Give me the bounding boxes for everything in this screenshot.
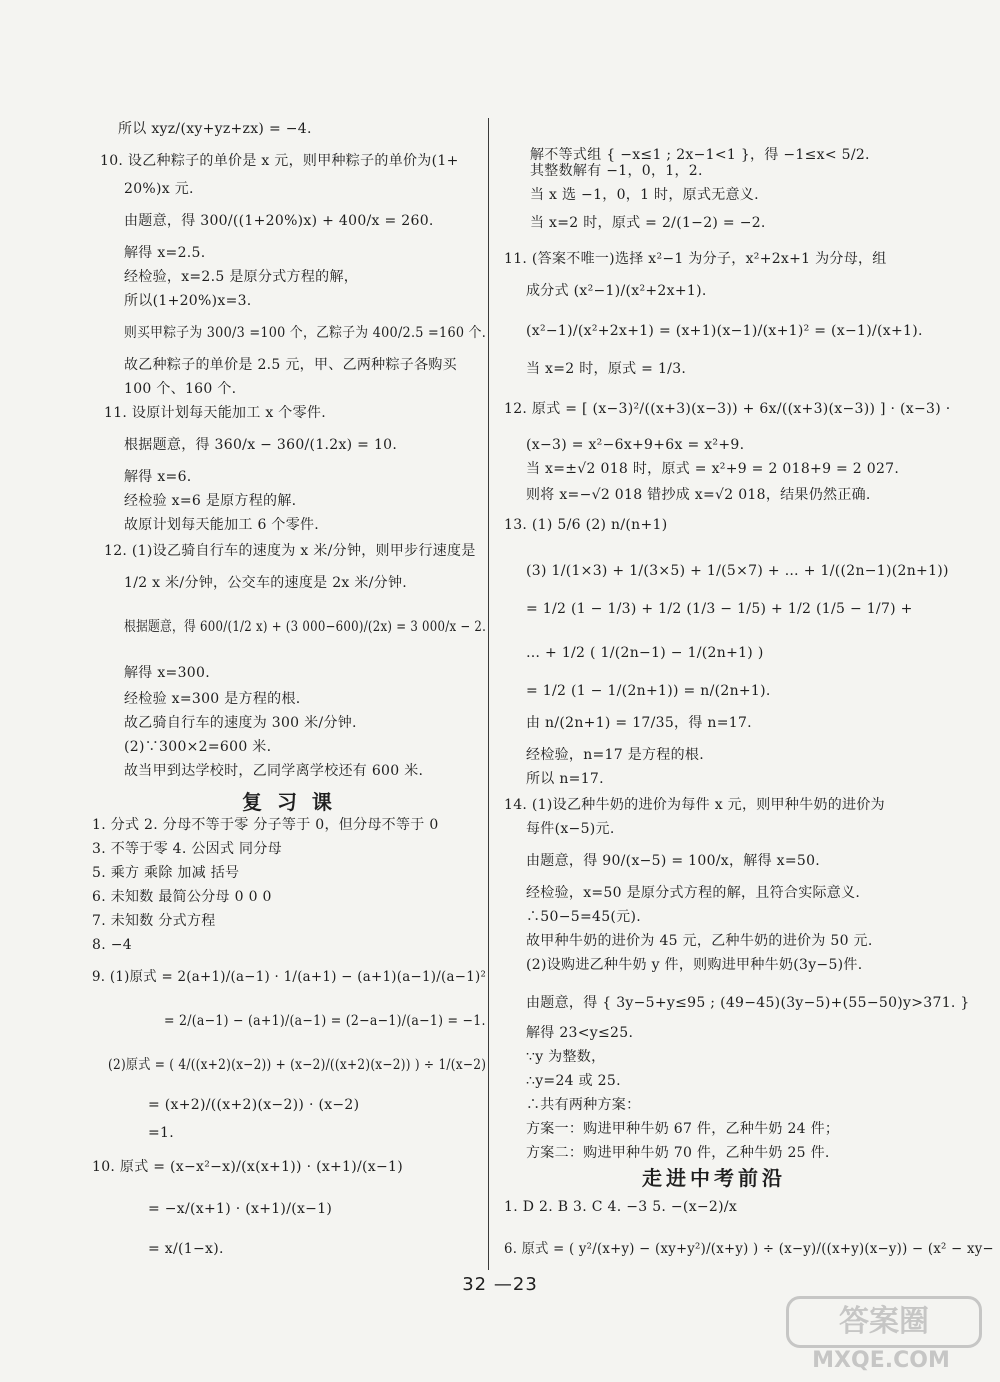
text-line: =1. (148, 1125, 174, 1141)
section-heading-exam-frontier: 走进中考前沿 (642, 1166, 786, 1190)
text-line: 1. D 2. B 3. C 4. −3 5. −(x−2)/x (504, 1199, 738, 1215)
text-line: 当 x=2 时，原式 = 2/(1−2) = −2. (530, 215, 766, 231)
text-line: (x−3) = x²−6x+9+6x = x²+9. (526, 437, 745, 453)
text-line: 解得 x=6. (124, 469, 192, 485)
text-line: = 1/2 (1 − 1/(2n+1)) = n/(2n+1). (526, 683, 771, 699)
text-line: 方案一：购进甲种牛奶 67 件，乙种牛奶 24 件； (526, 1121, 840, 1137)
text-line: 经检验，n=17 是方程的根. (526, 747, 704, 763)
text-line: 1. 分式 2. 分母不等于零 分子等于 0，但分母不等于 0 (92, 817, 439, 833)
text-line: 所以 xyz/(xy+yz+zx) = −4. (118, 121, 312, 137)
text-line: ∴共有两种方案： (526, 1097, 641, 1113)
text-line: 其整数解有 −1，0，1，2. (530, 163, 703, 179)
text-line: (2)原式 = ( 4/((x+2)(x−2)) + (x−2)/((x+2)(x−2)) ) ÷ 1/(x−2) (108, 1057, 487, 1073)
text-line: 12. 原式 = [ (x−3)²/((x+3)(x−3)) + 6x/((x+3)(x−3)) ] · (x−3) · (504, 401, 951, 417)
text-line: = 1/2 (1 − 1/3) + 1/2 (1/3 − 1/5) + 1/2 (1/5 − 1/7) + (526, 601, 913, 617)
text-line: 故乙骑自行车的速度为 300 米/分钟. (124, 715, 357, 731)
text-line: = x/(1−x). (148, 1241, 224, 1257)
text-line: 故当甲到达学校时，乙同学离学校还有 600 米. (124, 763, 424, 779)
text-line: 3. 不等于零 4. 公因式 同分母 (92, 841, 282, 857)
text-line: 11. 设原计划每天能加工 x 个零件. (104, 405, 326, 421)
text-line: 5. 乘方 乘除 加减 括号 (92, 865, 240, 881)
text-line: 由题意，得 90/(x−5) = 100/x，解得 x=50. (526, 853, 821, 869)
text-line: 故乙种粽子的单价是 2.5 元，甲、乙两种粽子各购买 (124, 357, 457, 373)
text-line: 100 个、160 个. (124, 381, 237, 397)
text-line: 当 x 选 −1，0，1 时，原式无意义. (530, 187, 759, 203)
text-line: 根据题意，得 600/(1/2 x) + (3 000−600)/(2x) = 3 000/x − 2. (124, 619, 487, 635)
column-divider (488, 118, 489, 1270)
text-line: ∴50−5=45(元). (526, 909, 641, 925)
text-line: 解不等式组 { −x≤1 ; 2x−1<1 }，得 −1≤x< 5/2. (530, 147, 870, 163)
text-line: = 2/(a−1) − (a+1)/(a−1) = (2−a−1)/(a−1) = −1. (164, 1013, 486, 1029)
page-number: 32 —23 (462, 1274, 538, 1295)
text-line: (x²−1)/(x²+2x+1) = (x+1)(x−1)/(x+1)² = (x−1)/(x+1). (526, 323, 923, 339)
text-line: 由 n/(2n+1) = 17/35，得 n=17. (526, 715, 752, 731)
text-line: 14. (1)设乙种牛奶的进价为每件 x 元，则甲种牛奶的进价为 (504, 797, 885, 813)
text-line: 20%)x 元. (124, 181, 194, 197)
text-line: 故原计划每天能加工 6 个零件. (124, 517, 320, 533)
text-line: (2)∵300×2=600 米. (124, 739, 272, 755)
text-line: 所以 n=17. (526, 771, 604, 787)
text-line: … + 1/2 ( 1/(2n−1) − 1/(2n+1) ) (526, 645, 764, 661)
text-line: 经检验 x=300 是方程的根. (124, 691, 301, 707)
text-line: 解得 x=300. (124, 665, 210, 681)
text-line: 成分式 (x²−1)/(x²+2x+1). (526, 283, 707, 299)
watermark-logo: 答案圈 (786, 1296, 982, 1348)
text-line: 则买甲粽子为 300/3 =100 个，乙粽子为 400/2.5 =160 个. (124, 325, 487, 341)
text-line: 10. 原式 = (x−x²−x)/(x(x+1)) · (x+1)/(x−1) (92, 1159, 404, 1175)
watermark (786, 1296, 976, 1374)
text-line: 当 x=2 时，原式 = 1/3. (526, 361, 687, 377)
text-line: 则将 x=−√2 018 错抄成 x=√2 018，结果仍然正确. (526, 487, 871, 503)
text-line: 故甲种牛奶的进价为 45 元，乙种牛奶的进价为 50 元. (526, 933, 873, 949)
text-line: 由题意，得 300/((1+20%)x) + 400/x = 260. (124, 213, 434, 229)
text-line: 方案二：购进甲种牛奶 70 件，乙种牛奶 25 件. (526, 1145, 830, 1161)
text-line: = −x/(x+1) · (x+1)/(x−1) (148, 1201, 333, 1217)
text-line: 7. 未知数 分式方程 (92, 913, 216, 929)
text-line: 6. 未知数 最简公分母 0 0 0 (92, 889, 272, 905)
text-line: 解得 x=2.5. (124, 245, 206, 261)
watermark-site: MXQE.COM (812, 1348, 950, 1373)
text-line: (2)设购进乙种牛奶 y 件，则购进甲种牛奶(3y−5)件. (526, 957, 863, 973)
text-line: 13. (1) 5/6 (2) n/(n+1) (504, 517, 668, 533)
text-line: 12. (1)设乙骑自行车的速度为 x 米/分钟，则甲步行速度是 (104, 543, 476, 559)
text-line: (3) 1/(1×3) + 1/(3×5) + 1/(5×7) + … + 1/((2n−1)(2n+1)) (526, 563, 949, 579)
text-line: 解得 23<y≤25. (526, 1025, 634, 1041)
text-line: ∵y 为整数， (526, 1049, 606, 1065)
text-line: 1/2 x 米/分钟，公交车的速度是 2x 米/分钟. (124, 575, 408, 591)
text-line: 8. −4 (92, 937, 132, 953)
text-line: 由题意，得 { 3y−5+y≤95 ; (49−45)(3y−5)+(55−50)y>371. } (526, 995, 970, 1011)
text-line: 经检验，x=50 是原分式方程的解，且符合实际意义. (526, 885, 861, 901)
text-line: ∴y=24 或 25. (526, 1073, 621, 1089)
text-line: = (x+2)/((x+2)(x−2)) · (x−2) (148, 1097, 360, 1113)
section-heading-review: 复 习 课 (242, 790, 336, 814)
text-line: 当 x=±√2 018 时，原式 = x²+9 = 2 018+9 = 2 027. (526, 461, 900, 477)
text-line: 所以(1+20%)x=3. (124, 293, 252, 309)
text-line: 根据题意，得 360/x − 360/(1.2x) = 10. (124, 437, 398, 453)
text-line: 6. 原式 = ( y²/(x+y) − (xy+y²)/(x+y) ) ÷ (x−y)/((x+y)(x−y)) − (x² − xy− (504, 1241, 994, 1257)
text-line: 10. 设乙种粽子的单价是 x 元，则甲种粽子的单价为(1+ (100, 153, 459, 169)
text-line: 每件(x−5)元. (526, 821, 615, 837)
text-line: 9. (1)原式 = 2(a+1)/(a−1) · 1/(a+1) − (a+1)(a−1)/(a−1)² (92, 969, 487, 985)
text-line: 经检验 x=6 是原方程的解. (124, 493, 297, 509)
text-line: 11. (答案不唯一)选择 x²−1 为分子，x²+2x+1 为分母，组 (504, 251, 887, 267)
text-line: 经检验，x=2.5 是原分式方程的解， (124, 269, 359, 285)
